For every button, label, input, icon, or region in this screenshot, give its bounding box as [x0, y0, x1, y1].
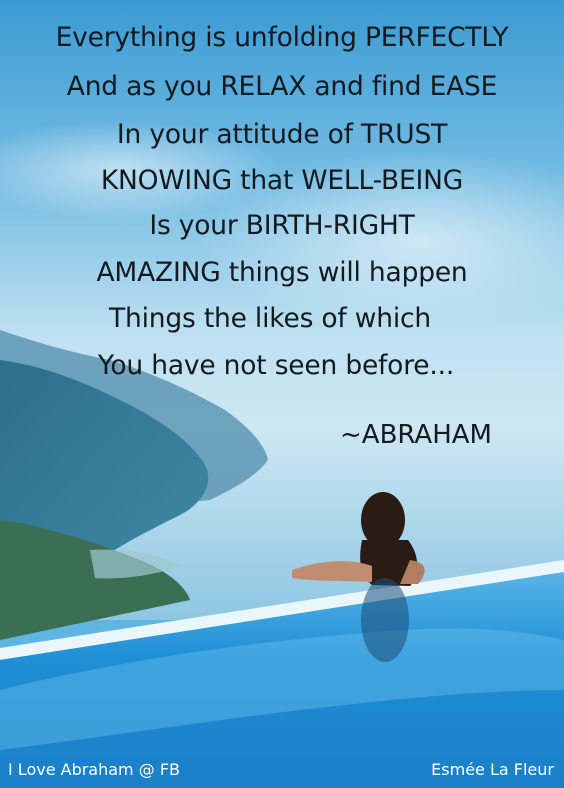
quote-line-6: AMAZING things will happen	[96, 257, 468, 288]
quote-attribution: ~ABRAHAM	[340, 420, 492, 450]
quote-line-2: And as you RELAX and find EASE	[66, 71, 498, 102]
credit-facebook-page: I Love Abraham @ FB	[8, 760, 180, 779]
quote-line-5: Is your BIRTH-RIGHT	[149, 210, 415, 241]
quote-line-8: You have not seen before...	[97, 350, 455, 381]
quote-line-1: Everything is unfolding PERFECTLY	[55, 22, 509, 53]
quote-line-3: In your attitude of TRUST	[116, 119, 448, 150]
quote-line-4: KNOWING that WELL-BEING	[100, 165, 464, 196]
quote-line-7: Things the likes of which	[109, 303, 431, 334]
credit-author: Esmée La Fleur	[431, 760, 554, 779]
